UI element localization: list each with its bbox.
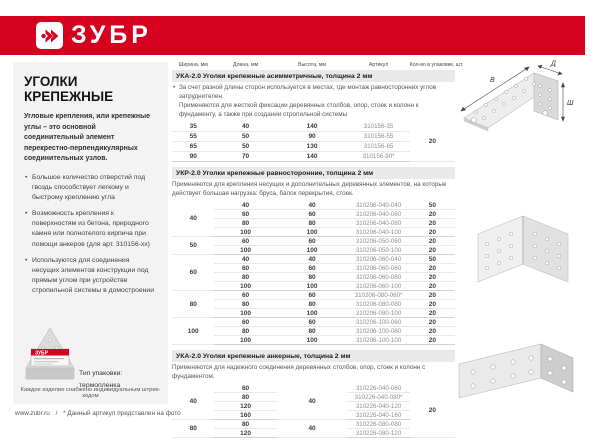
page-footer <box>15 410 185 417</box>
cell-article: 310206-040-040 <box>347 201 409 210</box>
table-description: Применяются для жесткой фиксации деревянных столбов, опор, стоек и колонн к фундаменту, а также при создании стропильной системы <box>179 102 419 118</box>
cell-height: 60 <box>277 264 348 273</box>
cell-width: 40 <box>172 201 214 237</box>
cell-qty: 50 <box>410 201 455 210</box>
cell-article: 310206-080-080 <box>347 300 409 309</box>
table-row <box>172 300 455 309</box>
cell-length: 100 <box>214 246 276 255</box>
cell-article: 310206-060-100 <box>347 282 409 291</box>
cell-width: 50 <box>172 237 214 255</box>
zubr-logo-icon <box>36 22 63 49</box>
column-header-length: Длина, мм <box>232 62 259 68</box>
package-photo <box>23 322 77 391</box>
product-table-section <box>172 70 455 162</box>
cell-article: 310206-060-060 <box>347 264 409 273</box>
cell-article: 310206-040-100 <box>347 228 409 237</box>
cell-height: 100 <box>277 336 348 345</box>
table-row <box>172 210 455 219</box>
cell-height: 40 <box>277 255 348 264</box>
cell-height: 100 <box>277 282 348 291</box>
cell-length: 80 <box>214 327 276 336</box>
cell-article: 310206-050-060 <box>347 237 409 246</box>
cell-length: 80 <box>214 300 276 309</box>
cell-article: 310226-040-120 <box>347 402 409 411</box>
cell-height: 100 <box>277 246 348 255</box>
table-description: Применяются для надежного соединения деревянных столбов, опор, стоек и колонн с фундаментом. <box>172 364 426 380</box>
cell-length: 100 <box>214 309 276 318</box>
cell-length: 80 <box>214 219 276 228</box>
cell-article: 310206-100-080 <box>347 327 409 336</box>
cell-qty: 20 <box>410 327 455 336</box>
dim-label-short: Д <box>551 60 556 68</box>
cell-width: 60 <box>172 255 214 291</box>
cell-article: 310206-040-060 <box>347 210 409 219</box>
feature-item: • Возможность крепления к поверхностям из бетона, природного камня или полнотелого кирпича при помощи анкеров (для арт. 310156-хх) <box>24 209 157 250</box>
cell-length: 40 <box>214 255 276 264</box>
cell-qty: 20 <box>410 318 455 327</box>
site-link[interactable]: www.zubr.ru <box>15 410 50 417</box>
cell-qty: 50 <box>410 255 455 264</box>
cell-qty: 20 <box>410 210 455 219</box>
cell-length: 70 <box>214 152 276 162</box>
dim-label-height: Ш <box>567 100 574 107</box>
packaging-type-label: Тип упаковки: <box>79 370 123 377</box>
table-title: УКР-2.0 Уголки крепежные равносторонние, толщина 2 мм <box>172 167 455 179</box>
brand-name: ЗУБР <box>71 21 152 49</box>
cell-qty: 20 <box>410 219 455 228</box>
cell-length: 120 <box>214 429 276 438</box>
table-row <box>172 255 455 264</box>
table-row <box>172 318 455 327</box>
cell-height: 40 <box>277 201 348 210</box>
cell-article: 310206-060-080 <box>347 273 409 282</box>
sidebar-panel <box>13 62 168 404</box>
cell-qty: 20 <box>410 282 455 291</box>
cell-height: 80 <box>277 219 348 228</box>
cell-height: 60 <box>277 291 348 300</box>
table-row <box>172 309 455 318</box>
cell-height: 40 <box>277 384 348 420</box>
footnote: * Данный артикул представлен на фото <box>63 410 181 417</box>
cell-qty: 20 <box>410 246 455 255</box>
cell-length: 120 <box>214 402 276 411</box>
cell-length: 40 <box>214 201 276 210</box>
cell-length: 50 <box>214 132 276 142</box>
table-row <box>172 291 455 300</box>
table-description: Применяются для крепления несущих и дополнительных деревянных элементов, на которые действует большая нагрузка: бруса, балок перекрытия, стоек. <box>172 181 447 197</box>
page-title: УГОЛКИ КРЕПЕЖНЫЕ <box>24 74 114 104</box>
table-description-bullet: • За счет разной длины сторон используется в местах, где монтаж равносторонних углов затруднителен. <box>172 84 455 101</box>
feature-item: • Используются для соединения несущих элементов конструкции под прямым углом при устройстве стропильной системы в домостроении <box>24 256 157 297</box>
cell-width: 80 <box>172 291 214 318</box>
table-row <box>172 219 455 228</box>
table-row <box>172 237 455 246</box>
cell-height: 100 <box>277 309 348 318</box>
column-header-qty: Кол-во в упаковке, шт. <box>409 62 464 68</box>
cell-height: 140 <box>277 152 348 162</box>
table-row <box>172 282 455 291</box>
tables-area <box>172 58 464 443</box>
product-table-section <box>172 350 455 438</box>
product-image-equal-bracket <box>468 212 578 290</box>
cell-article: 310226-040-060 <box>347 384 409 393</box>
spec-table <box>172 384 455 438</box>
cell-article: 310226-080-080 <box>347 420 409 429</box>
cell-qty: 20 <box>410 336 455 345</box>
package-label-brand: ЗУБР <box>35 350 48 357</box>
table-row <box>172 384 455 393</box>
cell-article: 310226-080-120 <box>347 429 409 438</box>
spec-table <box>172 201 455 345</box>
cell-height: 60 <box>277 210 348 219</box>
table-row <box>172 201 455 210</box>
cell-article: 310206-060-040 <box>347 255 409 264</box>
cell-article: 310156-90* <box>347 152 409 162</box>
packaging-type-value: термопленка <box>79 381 121 389</box>
cell-width: 35 <box>172 122 214 132</box>
cell-height: 90 <box>277 132 348 142</box>
cell-article: 310226-040-080* <box>347 393 409 402</box>
cell-width: 40 <box>172 384 214 420</box>
column-header-height: Высота, мм <box>298 62 326 68</box>
cell-length: 80 <box>214 393 276 402</box>
cell-article: 310156-65 <box>347 142 409 152</box>
cell-height: 140 <box>277 122 348 132</box>
cell-length: 100 <box>214 228 276 237</box>
cell-qty: 20 <box>410 264 455 273</box>
cell-article: 310206-040-080 <box>347 219 409 228</box>
feature-item: • Большое количество отверстий под гвоздь способствует легкому и быстрому креплению угла <box>24 173 157 204</box>
cell-height: 80 <box>277 300 348 309</box>
table-row <box>172 264 455 273</box>
cell-article: 310226-040-160 <box>347 411 409 420</box>
zubr-logo <box>36 22 152 49</box>
column-header-article: Артикул <box>368 62 389 68</box>
cell-height: 60 <box>277 237 348 246</box>
cell-height: 80 <box>277 273 348 282</box>
column-header-width: Ширина, мм <box>178 62 208 68</box>
cell-article: 310156-35 <box>347 122 409 132</box>
table-row <box>172 228 455 237</box>
cell-qty: 20 <box>410 122 455 162</box>
cell-article: 310206-050-100 <box>347 246 409 255</box>
cell-article: 310156-55 <box>347 132 409 142</box>
cell-qty: 20 <box>410 237 455 246</box>
table-row <box>172 122 455 132</box>
table-row <box>172 327 455 336</box>
intro-text: Угловые крепления, или крепежные углы – это основной соединительный элемент перекрестно-перпендикулярных соединительных узлов. <box>24 113 150 162</box>
cell-width: 80 <box>172 420 214 438</box>
cell-height: 40 <box>277 420 348 438</box>
cell-length: 60 <box>214 210 276 219</box>
cell-article: 310206-100-060 <box>347 318 409 327</box>
cell-width: 100 <box>172 318 214 345</box>
cell-length: 160 <box>214 411 276 420</box>
table-row <box>172 336 455 345</box>
dim-label-long: В <box>490 77 495 84</box>
header-brand-bar <box>0 16 585 55</box>
product-table-section <box>172 167 455 345</box>
cell-length: 60 <box>214 237 276 246</box>
cell-length: 80 <box>214 273 276 282</box>
cell-length: 100 <box>214 282 276 291</box>
cell-qty: 20 <box>410 228 455 237</box>
cell-length: 60 <box>214 384 276 393</box>
cell-height: 130 <box>277 142 348 152</box>
cell-width: 65 <box>172 142 214 152</box>
table-row <box>172 246 455 255</box>
cell-qty: 20 <box>410 384 455 438</box>
cell-width: 90 <box>172 152 214 162</box>
cell-width: 55 <box>172 132 214 142</box>
cell-qty: 20 <box>410 273 455 282</box>
cell-height: 100 <box>277 228 348 237</box>
footer-separator: / <box>55 410 58 417</box>
cell-length: 40 <box>214 122 276 132</box>
product-image-asymmetric-bracket <box>458 60 596 155</box>
cell-length: 60 <box>214 318 276 327</box>
feature-list <box>24 173 157 297</box>
cell-qty: 20 <box>410 291 455 300</box>
table-row <box>172 273 455 282</box>
cell-article: 310206-100-100 <box>347 336 409 345</box>
table-title: УКА-2.0 Уголки крепежные анкерные, толщина 2 мм <box>172 350 455 362</box>
cell-length: 100 <box>214 336 276 345</box>
table-title: УКА-2.0 Уголки крепежные асимметричные, толщина 2 мм <box>172 70 455 82</box>
cell-height: 80 <box>277 327 348 336</box>
cell-length: 50 <box>214 142 276 152</box>
cell-height: 60 <box>277 318 348 327</box>
spec-table <box>172 122 455 162</box>
cell-length: 60 <box>214 264 276 273</box>
barcode-note: Каждое изделие снабжено индивидуальным штрих-кодом <box>20 387 161 399</box>
column-header-row <box>172 58 464 68</box>
product-image-anchor-bracket <box>453 328 595 408</box>
cell-qty: 20 <box>410 309 455 318</box>
cell-length: 60 <box>214 291 276 300</box>
cell-article: 310206-080-060* <box>347 291 409 300</box>
cell-article: 310206-080-100 <box>347 309 409 318</box>
cell-qty: 20 <box>410 300 455 309</box>
cell-length: 80 <box>214 420 276 429</box>
